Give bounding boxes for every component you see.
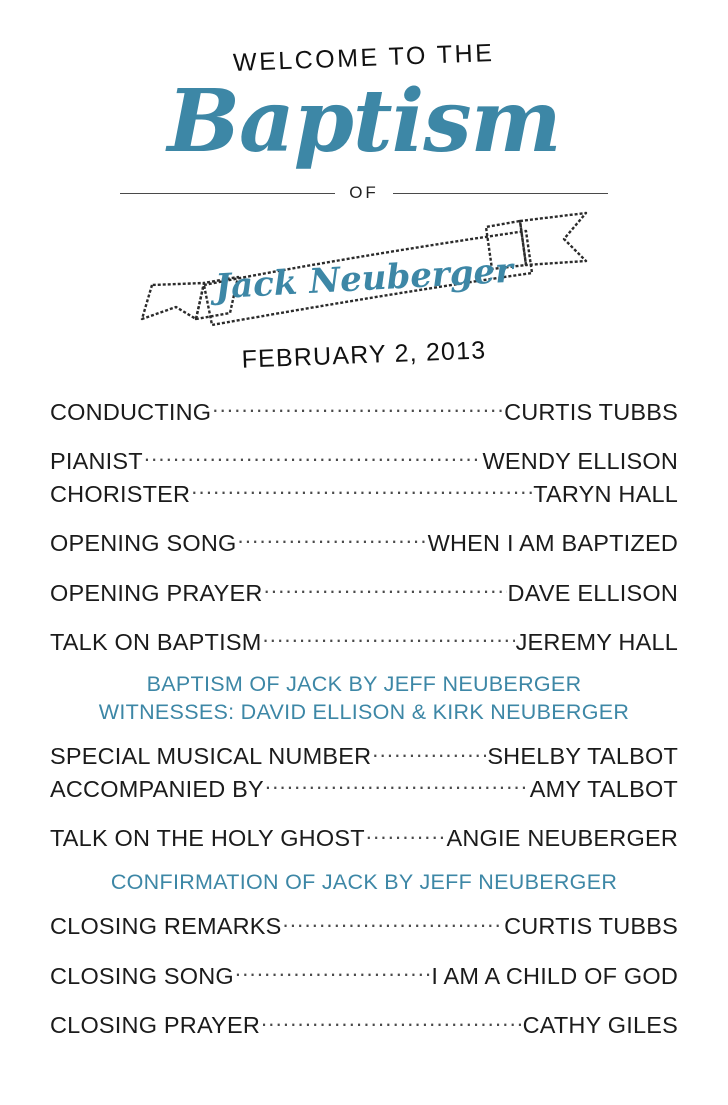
program-entry-pianist xyxy=(50,446,678,476)
spacer xyxy=(50,943,678,960)
program-entry-closing-remarks xyxy=(50,911,678,941)
of-divider xyxy=(0,183,728,203)
entry-label: ACCOMPANIED BY xyxy=(50,775,264,802)
of-label: OF xyxy=(349,183,379,202)
program-entry-closing-song xyxy=(50,960,678,990)
divider-rule-right xyxy=(393,193,608,194)
baptism-note-line-1: BAPTISM OF JACK BY JEFF NEUBERGER xyxy=(146,672,582,696)
program-entry-closing-prayer xyxy=(50,1010,678,1040)
entry-label: CHORISTER xyxy=(50,480,191,507)
leader-dots xyxy=(235,960,430,984)
program-entry-special-musical-number xyxy=(50,741,678,771)
leader-dots xyxy=(366,823,446,847)
spacer xyxy=(50,806,678,823)
entry-label: PIANIST xyxy=(50,448,143,474)
entry-label: SPECIAL MUSICAL NUMBER xyxy=(50,743,372,770)
entry-value: WHEN I AM BAPTIZED xyxy=(427,530,678,556)
entry-label: TALK ON BAPTISM xyxy=(50,629,262,655)
entry-label: CLOSING PRAYER xyxy=(50,1012,260,1039)
event-date: FEBRUARY 2, 2013 xyxy=(241,336,487,374)
honoree-name: Jack Neuberger xyxy=(213,250,515,308)
welcome-text: WELCOME TO THE xyxy=(232,38,496,78)
divider-rule-left xyxy=(120,193,335,194)
leader-dots xyxy=(265,773,529,797)
entry-value: CATHY GILES xyxy=(522,1012,678,1039)
leader-dots xyxy=(144,446,482,470)
program-list xyxy=(0,396,728,1039)
entry-label: OPENING PRAYER xyxy=(50,579,263,606)
program-entry-talk-on-baptism xyxy=(50,627,678,657)
program-entry-chorister xyxy=(50,478,678,508)
entry-label: CLOSING REMARKS xyxy=(50,913,282,940)
entry-value: TARYN HALL xyxy=(533,480,678,507)
entry-value: JEREMY HALL xyxy=(515,629,678,655)
program-header xyxy=(0,0,728,374)
spacer xyxy=(50,610,678,627)
entry-value: CURTIS TUBBS xyxy=(504,398,678,425)
spacer xyxy=(50,560,678,577)
leader-dots xyxy=(264,577,507,601)
leader-dots xyxy=(283,911,504,935)
program-entry-talk-on-holy-ghost xyxy=(50,823,678,853)
leader-dots xyxy=(191,478,532,502)
entry-value: WENDY ELLISON xyxy=(482,448,678,474)
program-entry-accompanied-by xyxy=(50,773,678,803)
baptism-note-line-2: WITNESSES: DAVID ELLISON & KIRK NEUBERGER xyxy=(98,700,630,725)
entry-label: TALK ON THE HOLY GHOST xyxy=(50,825,365,852)
spacer xyxy=(50,429,678,446)
entry-value: ANGIE NEUBERGER xyxy=(446,825,678,852)
program-entry-opening-prayer xyxy=(50,577,678,607)
leader-dots xyxy=(263,627,515,651)
entry-value: AMY TALBOT xyxy=(529,775,678,802)
spacer xyxy=(50,511,678,528)
entry-value: DAVE ELLISON xyxy=(507,579,678,606)
entry-label: OPENING SONG xyxy=(50,530,237,556)
ribbon-banner xyxy=(0,207,728,347)
leader-dots xyxy=(212,396,503,420)
leader-dots xyxy=(372,741,486,765)
spacer xyxy=(50,993,678,1010)
entry-value: CURTIS TUBBS xyxy=(504,913,678,940)
program-entry-opening-song xyxy=(50,528,678,558)
entry-value: I AM A CHILD OF GOD xyxy=(431,962,678,989)
leader-dots xyxy=(238,528,427,552)
program-entry-conducting xyxy=(50,396,678,426)
entry-label: CONDUCTING xyxy=(50,398,212,425)
baptism-note xyxy=(50,670,678,727)
page-title: Baptism xyxy=(167,71,561,172)
leader-dots xyxy=(261,1010,522,1034)
confirmation-note: CONFIRMATION OF JACK BY JEFF NEUBERGER xyxy=(110,870,618,895)
entry-label: CLOSING SONG xyxy=(50,962,234,989)
entry-value: SHELBY TALBOT xyxy=(487,743,678,770)
